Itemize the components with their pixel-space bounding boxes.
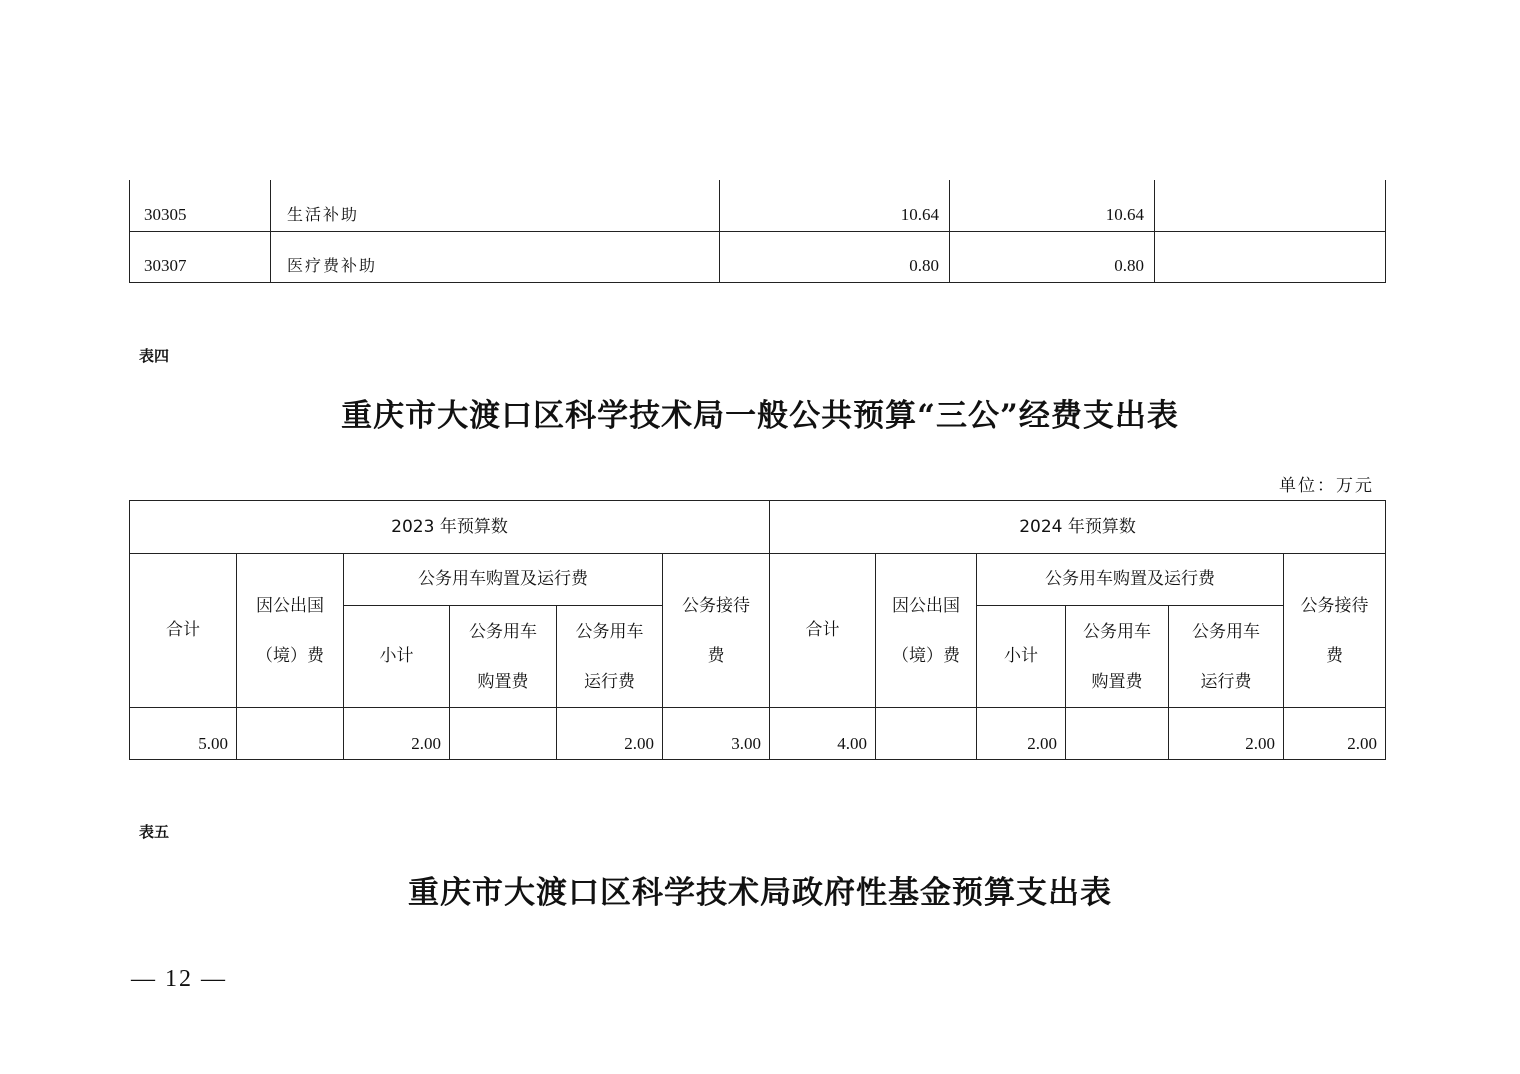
item-value: 0.80 — [720, 231, 950, 282]
unit-label: 单位：万元 — [1279, 476, 1374, 496]
abroad-header: 因公出国 （境）费 — [237, 554, 344, 708]
item-value: 0.80 — [950, 231, 1155, 282]
subtotal-header: 小计 — [344, 606, 450, 708]
item-value — [1155, 231, 1386, 282]
total-header: 合计 — [770, 554, 876, 708]
item-code: 30307 — [130, 231, 271, 282]
table-row — [130, 708, 1386, 760]
item-value: 10.64 — [950, 180, 1155, 231]
reception-header: 公务接待 费 — [663, 554, 770, 708]
operation-header: 公务用车 运行费 — [1169, 606, 1284, 708]
purchase-header: 公务用车 购置费 — [1066, 606, 1169, 708]
sangong-expense-table — [129, 500, 1386, 760]
table4-label: 表四 — [139, 347, 170, 365]
value-cell: 2.00 — [344, 708, 450, 760]
value-cell: 3.00 — [663, 708, 770, 760]
purchase-header: 公务用车 购置费 — [450, 606, 557, 708]
table-row — [130, 180, 1386, 231]
page-number: — 12 — — [131, 966, 227, 992]
item-code: 30305 — [130, 180, 271, 231]
value-cell — [450, 708, 557, 760]
item-name: 生活补助 — [271, 180, 720, 231]
item-value — [1155, 180, 1386, 231]
vehicle-header: 公务用车购置及运行费 — [344, 554, 663, 606]
reception-header: 公务接待 费 — [1284, 554, 1386, 708]
abroad-header: 因公出国 （境）费 — [876, 554, 977, 708]
value-cell — [237, 708, 344, 760]
table-row — [130, 231, 1386, 282]
value-cell: 4.00 — [770, 708, 876, 760]
value-cell: 2.00 — [977, 708, 1066, 760]
value-cell: 2.00 — [557, 708, 663, 760]
expense-detail-table — [129, 180, 1386, 283]
subtotal-header: 小计 — [977, 606, 1066, 708]
year-2024-header: 2024 年预算数 — [770, 501, 1386, 554]
item-value: 10.64 — [720, 180, 950, 231]
value-cell — [876, 708, 977, 760]
value-cell: 5.00 — [130, 708, 237, 760]
value-cell: 2.00 — [1169, 708, 1284, 760]
vehicle-header: 公务用车购置及运行费 — [977, 554, 1284, 606]
value-cell — [1066, 708, 1169, 760]
table4-title: 重庆市大渡口区科学技术局一般公共预算“三公”经费支出表 — [341, 398, 1179, 434]
operation-header: 公务用车 运行费 — [557, 606, 663, 708]
total-header: 合计 — [130, 554, 237, 708]
table5-title: 重庆市大渡口区科学技术局政府性基金预算支出表 — [408, 875, 1112, 911]
year-2023-header: 2023 年预算数 — [130, 501, 770, 554]
table5-label: 表五 — [139, 823, 170, 841]
item-name: 医疗费补助 — [271, 231, 720, 282]
value-cell: 2.00 — [1284, 708, 1386, 760]
